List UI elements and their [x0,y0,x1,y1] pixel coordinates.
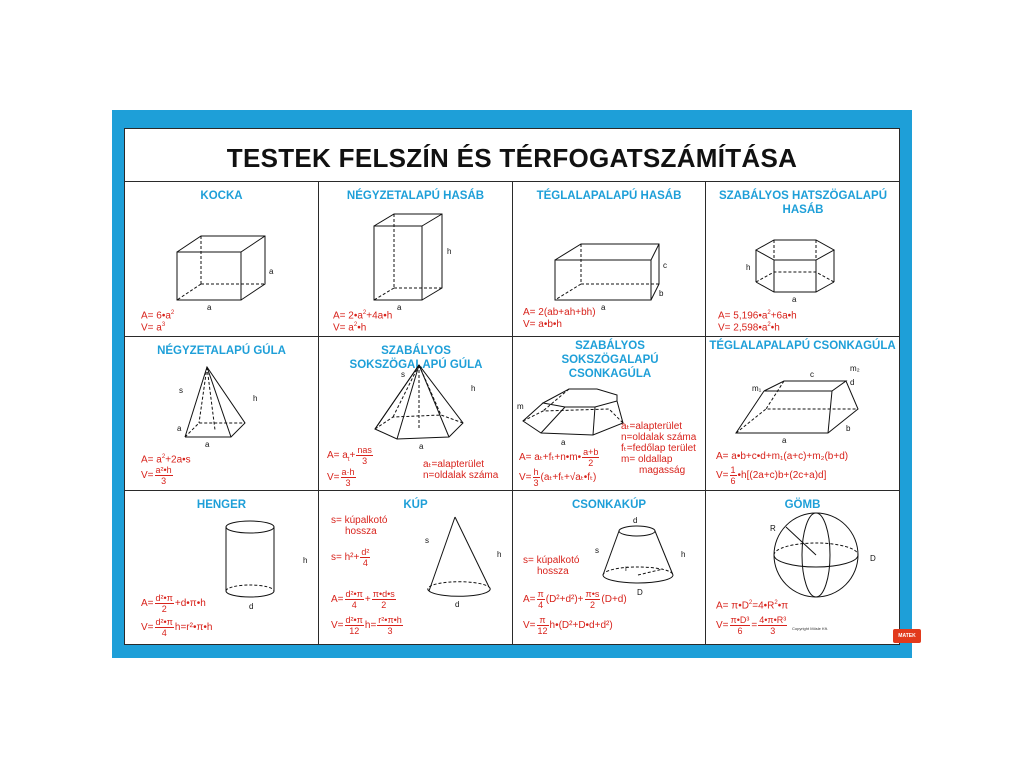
cell-title: NÉGYZETALAPÚ HASÁB [346,190,485,202]
formula-volume: V= $\frac{\text{d²•π}}{12}$ h= $\frac{\text{r²•π•h}}{3}$ [331,615,402,636]
label: s [401,370,405,379]
label: a [419,442,424,451]
note: n=oldalak száma [621,432,697,443]
label: a [269,267,274,276]
label: b [846,424,851,433]
label: d [633,516,638,525]
label: D [870,554,876,563]
note: s= kúpalkotó [331,515,388,526]
cell-teglalap-csonkagula [705,336,899,490]
label: R [770,524,776,533]
label: s [595,546,599,555]
note: s= kúpalkotó [523,555,580,566]
label: c [663,261,667,270]
label: s [179,386,183,395]
formula-volume: V= $\frac{\pi}{12}$ h•(D²+D•d+d²) [523,615,613,636]
cell-title: HENGER [196,499,247,511]
formula-volume: V= $\frac{\text{π•D³}}{6}$ = $\frac{\text{4•π•R³}}{3}$ [716,615,787,636]
formula-area: A= $\frac{\pi}{4}$ (D²+d²)+ $\frac{\pi•s}{2}$ (D+d) [523,589,627,610]
formula-grid [125,181,899,644]
note: m= oldallap [621,454,673,465]
formula-volume: $V= 2,598•a^2•h$ [718,322,780,334]
formula-area: $A= a^2+2a•s$ [141,454,191,466]
label: h [681,550,686,559]
cell-title: KÚP [403,499,428,511]
formula-area: $A= 2•a^2+4a•h$ [333,310,393,322]
cell-kup [318,490,512,644]
formula-area: $A= a_t+$ $\frac{\text{nas}}{3}$ [327,445,372,466]
formula-volume: V= $\frac{h}{3}$ (aₜ+fₜ+√aₜ•fₜ) [519,467,597,488]
label: h [497,550,502,559]
label: h [447,247,452,256]
label: a [601,303,606,312]
formula-area: A= 2(ab+ah+bh) [523,307,596,318]
label: m₂ [850,364,860,373]
label: a [177,424,182,433]
cell-csonkakup [512,490,705,644]
label: d [455,600,460,609]
formula-area: $A= 5,196•a^2+6a•h$ [718,310,797,322]
label: a [207,303,212,312]
label: D [637,588,643,597]
label: h [746,263,751,272]
note: aₜ=alapterület [621,421,683,432]
note: hossza [537,566,569,577]
label: h [303,556,308,565]
cell-title: KOCKA [200,190,243,202]
cell-sokszog-gula [318,336,512,490]
cell-title: NÉGYZETALAPÚ GÚLA [157,345,286,357]
label: d [850,378,855,387]
poster-frame [112,110,916,658]
cell-henger [125,490,318,644]
cell-title: GÖMB [784,499,821,511]
formula-area: A= $\frac{\text{d²•π}}{2}$ +d•π•h [141,593,206,614]
cell-sokszog-csonkagula [512,336,705,490]
label: s [425,536,429,545]
note: fₜ=fedőlap terület [621,443,696,454]
formula-volume: V= $\frac{\text{d²•π}}{4}$ h=r²•π•h [141,617,213,638]
note: magasság [639,465,686,476]
cell-hatszog-hasab [705,181,899,336]
cell-title: TÉGLALAPALAPÚ HASÁB [536,190,682,202]
label: h [471,384,476,393]
label: h [253,394,258,403]
label: r [625,564,628,573]
label: m₁ [752,384,762,393]
label: a [397,303,402,312]
label: c [810,370,814,379]
cell-title: SZABÁLYOS SOKSZÖGALAPÚ GÚLA [349,345,483,371]
formula-area: $A= 6•a^2$ [141,310,175,322]
label: m [517,402,524,411]
label: a [792,295,797,304]
page-title: TESTEK FELSZÍN ÉS TÉRFOGATSZÁMÍTÁSA [226,143,798,173]
copyright-text: Copyright Mösle Kft. [792,626,829,631]
cell-title: TÉGLALAPALAPÚ CSONKAGÚLA [709,340,896,352]
label: a [205,440,210,449]
note: aₜ=alapterület [423,459,485,470]
cell-kocka [125,181,318,336]
label: b [659,289,664,298]
formula-volume: V= $\frac{a\cdot h}{3}$ [327,467,355,488]
note: n=oldalak száma [423,470,499,481]
cell-gomb [705,490,899,644]
formula-volume: V= a•b•h [523,319,562,330]
cell-negyzet-gula [125,336,318,490]
formula-volume: $V= a^3$ [141,322,166,334]
cell-title: SZABÁLYOS SOKSZÖGALAPÚ CSONKAGÚLA [561,340,659,380]
label: a [561,438,566,447]
publisher-logo: MATEK [893,629,921,643]
cell-negyzetalapu-hasab [318,181,512,336]
formula-area: A= aₜ+fₜ+n•m• $\frac{a+b}{2}$ [519,447,599,468]
cell-title: CSONKAKÚP [571,499,647,511]
note: hossza [345,526,377,537]
formula-slant: s= h²+ $\frac{\text{d²}}{4}$ [331,547,370,568]
formula-area: $A= \pi•D^2=4•R^2•\pi$ [716,600,789,612]
formula-volume: $V= a^2•h$ [333,322,367,334]
label: d [249,602,254,611]
formula-volume: V= $\frac{\text{a²•h}}{3}$ [141,465,172,486]
formula-area: A= a•b+c•d+m₁(a+c)+m₂(b+d) [716,451,849,462]
cell-title: SZABÁLYOS HATSZÖGALAPÚ HASÁB [718,190,888,216]
formula-area: A= $\frac{\text{d²•π}}{4}$ + $\frac{\pi•d•s}{2}$ [331,589,395,610]
poster-sheet [124,128,916,645]
formula-volume: V= $\frac{1}{6}$ •h[(2a+c)b+(2c+a)d] [716,465,827,486]
cell-teglalapalapu-hasab [512,181,705,336]
label: a [782,436,787,445]
